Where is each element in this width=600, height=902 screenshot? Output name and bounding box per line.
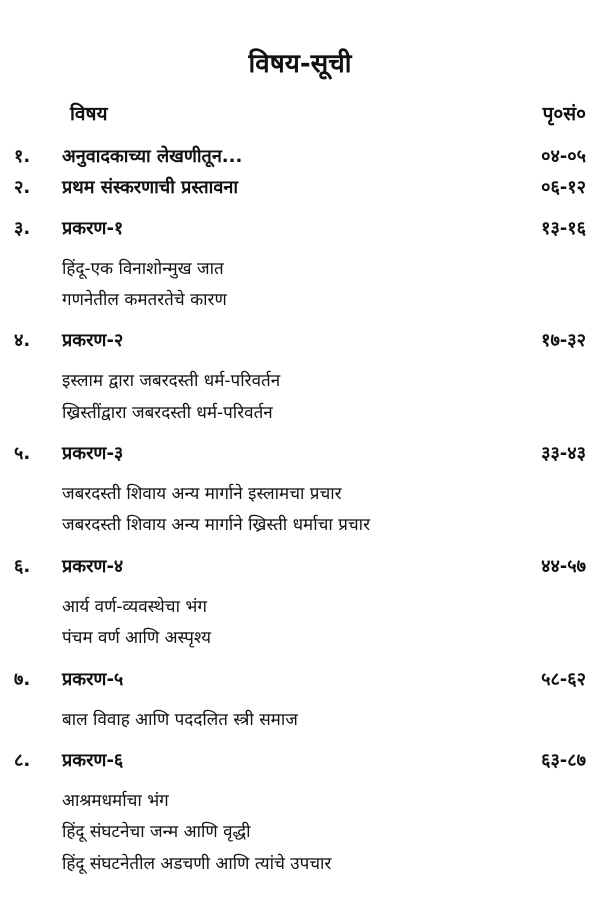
entry-number: २. — [14, 177, 31, 198]
toc-entry — [0, 328, 600, 358]
entry-subtopic: जबरदस्ती शिवाय अन्य मार्गाने ख्रिस्ती धर्माचा प्रचार — [62, 515, 371, 535]
toc-entry — [0, 667, 600, 697]
entry-title: प्रथम संस्करणाची प्रस्तावना — [62, 177, 238, 198]
entry-title: प्रकरण-६ — [62, 750, 124, 771]
entry-number: ६. — [14, 556, 31, 577]
column-header-page-number: पृ०सं० — [542, 103, 586, 125]
entry-number: ७. — [14, 669, 31, 690]
entry-page-range: १३-१६ — [541, 218, 586, 239]
entry-page-range: ५८-६२ — [541, 669, 586, 690]
entry-subtopic: हिंदू-एक विनाशोन्मुख जात — [62, 259, 224, 279]
entry-title: प्रकरण-३ — [62, 443, 124, 464]
entry-page-range: १७-३२ — [541, 330, 586, 351]
entry-subtopic: गणनेतील कमतरतेचे कारण — [62, 290, 227, 310]
entry-number: ४. — [14, 330, 31, 351]
entry-subtopic: पंचम वर्ण आणि अस्पृश्य — [62, 628, 211, 648]
entry-subtopic: आश्रमधर्माचा भंग — [62, 791, 169, 811]
column-header-subject: विषय — [70, 103, 108, 125]
entry-title: प्रकरण-१ — [62, 218, 124, 239]
entry-subtopic: ख्रिस्तींद्वारा जबरदस्ती धर्म-परिवर्तन — [62, 403, 273, 423]
entry-page-range: ०६-१२ — [541, 177, 586, 198]
entry-subtopic: बाल विवाह आणि पददलित स्त्री समाज — [62, 710, 298, 730]
toc-entry — [0, 216, 600, 246]
entry-title: प्रकरण-४ — [62, 556, 124, 577]
entry-page-range: ०४-०५ — [541, 146, 586, 167]
entry-page-range: ४४-५७ — [541, 556, 586, 577]
page-title: विषय-सूची — [248, 49, 352, 79]
toc-entry — [0, 748, 600, 778]
entry-subtopic: आर्य वर्ण-व्यवस्थेचा भंग — [62, 597, 207, 617]
toc-entry — [0, 175, 600, 205]
toc-entry — [0, 441, 600, 471]
entry-title: प्रकरण-५ — [62, 669, 124, 690]
entry-number: ८. — [14, 750, 31, 771]
entry-number: ५. — [14, 443, 31, 464]
entry-number: ३. — [14, 218, 31, 239]
entry-number: १. — [14, 146, 31, 167]
entry-page-range: ६३-८७ — [541, 750, 586, 771]
entry-title: अनुवादकाच्या लेखणीतून... — [62, 146, 243, 167]
toc-entry — [0, 144, 600, 174]
entry-title: प्रकरण-२ — [62, 330, 124, 351]
entry-page-range: ३३-४३ — [541, 443, 586, 464]
entry-subtopic: इस्लाम द्वारा जबरदस्ती धर्म-परिवर्तन — [62, 371, 281, 391]
entry-subtopic: हिंदू संघटनेचा जन्म आणि वृद्धी — [62, 822, 251, 842]
entry-subtopic: जबरदस्ती शिवाय अन्य मार्गाने इस्लामचा प्रचार — [62, 484, 342, 504]
toc-entry — [0, 554, 600, 584]
entry-subtopic: हिंदू संघटनेतील अडचणी आणि त्यांचे उपचार — [62, 854, 332, 874]
